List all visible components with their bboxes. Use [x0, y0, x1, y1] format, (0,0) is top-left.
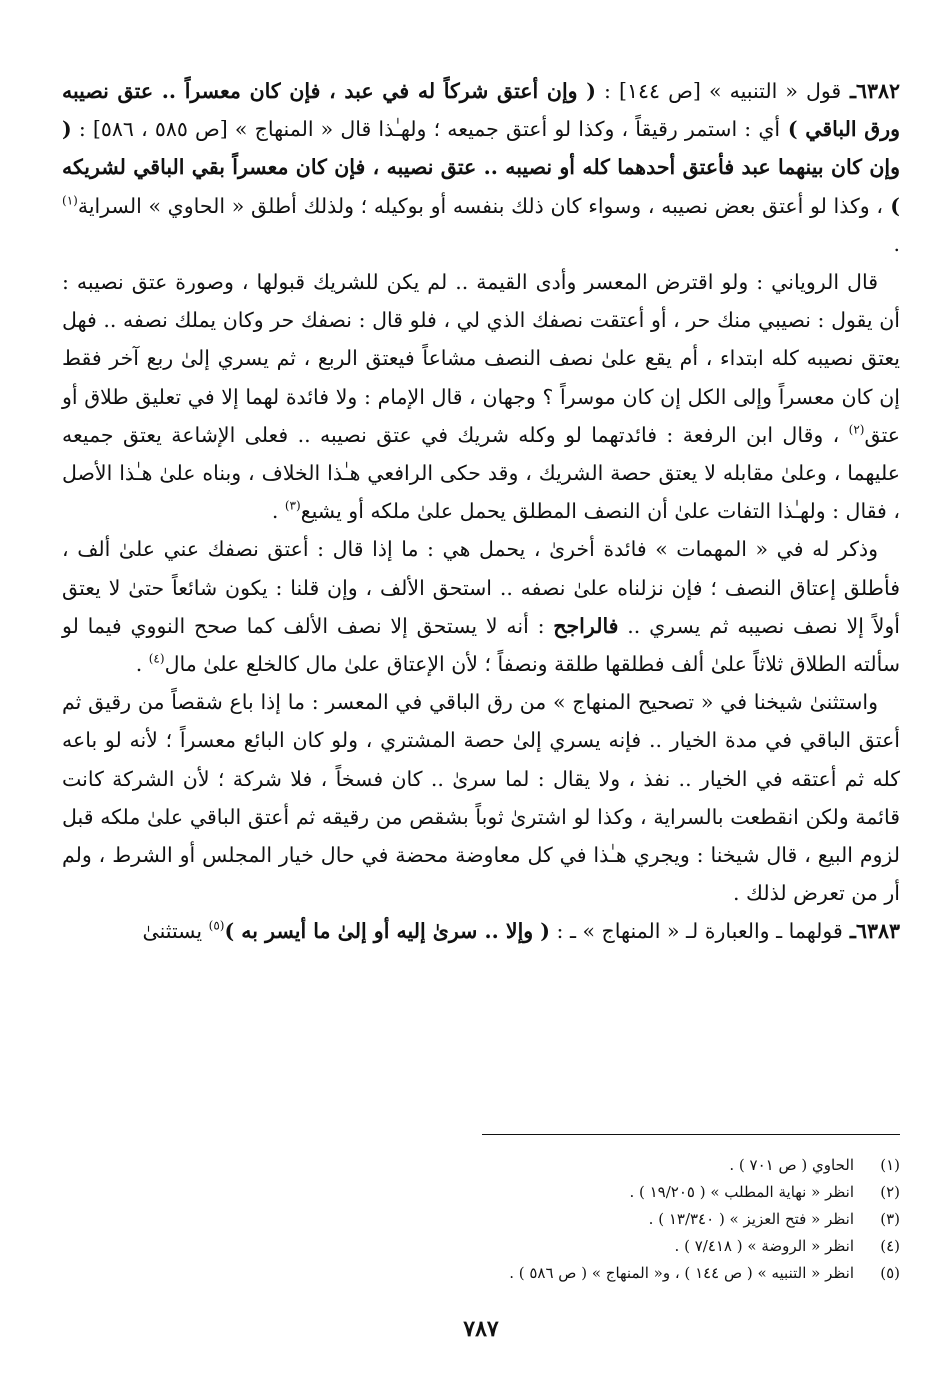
footnote-text: انظر « الروضة » ( ٧/٤١٨ ) . [674, 1237, 854, 1255]
text-segment: يستثنىٰ [142, 919, 209, 944]
footnote-text: الحاوي ( ص ٧٠١ ) . [729, 1156, 854, 1174]
text-segment: . [893, 231, 900, 256]
footnote-item [62, 1152, 900, 1179]
paragraph [62, 683, 900, 912]
footnote-reference: (٢) [848, 422, 865, 437]
footnote-item [62, 1179, 900, 1206]
text-segment: ، وكذا لو أعتق بعض نصيبه ، وسواء كان ذلك بنفسه أو بوكيله ؛ ولذلك أطلق « الحاوي » السراية [77, 193, 883, 218]
text-segment: قال الروياني : ولو اقترض المعسر وأدى القيمة .. لم يكن للشريك قبولها ، وصورة عتق نصيبه : أن يقول : نصيبي منك حر ، أو أعتقت نصفك الذي لي ، فلو قال : نصفك حر وكان يملك نصفه .. فهل يعتق نصيبه كله ابتداء ، أم يقع علىٰ نصف النصف مشاعاً فيعتق الربع ، ثم يسري إلىٰ ربع آخر فقط إن كان معسراً وإلى الكل إن كان موسراً ؟ وجهان ، قال الإمام : ولا فائدة لهما إلا في تعليق طلاق أو عتق [62, 270, 900, 447]
text-segment: . [271, 499, 285, 524]
text-segment: : أنه لا يستحق إلا نصف الألف كما صحح النووي فيما لو سألته الطلاق ثلاثاً علىٰ ألف فطلقها طلقة ونصفاً ؛ لأن الإعتاق علىٰ مال كالخلع علىٰ مال [62, 613, 900, 677]
footnote-number: (٤) [880, 1237, 900, 1255]
footnote-reference: (٤) [148, 651, 165, 666]
page-body [62, 72, 900, 1372]
paragraph [62, 72, 900, 263]
footnote-item [62, 1206, 900, 1233]
footnote-text: انظر « نهاية المطلب » ( ١٩/٢٠٥ ) . [629, 1183, 854, 1201]
text-segment: وذكر له في « المهمات » فائدة أخرىٰ ، يحمل هي : ما إذا قال : أعتق نصفك عني علىٰ ألف ، فأطلق إعتاق النصف ؛ فإن نزلناه علىٰ نصفه .. استحق الألف ، وإن قلنا : يكون شائعاً حتىٰ لا يعتق أولاً إلا نصف نصيبه ثم يسري .. [62, 537, 901, 638]
footnote-number: (٥) [880, 1264, 900, 1282]
footnote-reference: (١) [62, 193, 78, 208]
footnote-text: انظر « التنبيه » ( ص ١٤٤ ) ، و« المنهاج » ( ص ٥٨٦ ) . [509, 1264, 854, 1282]
footnote-number: (٢) [880, 1183, 900, 1201]
footnote-item [62, 1260, 900, 1287]
bold-text: فالراجح [553, 613, 619, 638]
footnote-item [62, 1233, 900, 1260]
footnote-separator [482, 1134, 900, 1135]
bold-text: ( وإن أعتق شركاً له في عبد ، فإن كان معسراً .. عتق نصيبه ورق الباقي ) [62, 79, 901, 142]
body-text [62, 72, 900, 951]
paragraph [62, 912, 900, 950]
paragraph [62, 530, 900, 683]
text-segment: واستثنىٰ شيخنا في « تصحيح المنهاج » من رق الباقي في المعسر : ما إذا باع شقصاً من رقيق ثم أعتق الباقي في مدة الخيار .. فإنه يسري إلىٰ حصة المشتري ، ولو كان البائع معسراً ؛ لأنه لو باعه كله ثم أعتقه في الخيار .. نفذ ، ولا يقال : لما سرىٰ .. كان فسخاً ، فلا شركة ؛ لأن الشركة كانت قائمة ولكن انقطعت بالسراية ، وكذا لو اشترىٰ ثوباً بشقص من رقيقه ثم أعتق الباقي علىٰ ملكه قبل لزوم البيع ، قال شيخنا : ويجري هـٰذا في كل معاوضة محضة في حال خيار المجلس أو الشرط ، ولم أر من تعرض لذلك . [62, 690, 900, 906]
footnotes [62, 1152, 900, 1287]
footnote-number: (١) [880, 1156, 900, 1174]
page-number: ٧٨٧ [463, 1316, 499, 1342]
text-segment: . [135, 652, 149, 677]
text-segment: قول « التنبيه » [ص ١٤٤] : [595, 79, 842, 103]
bold-text: ( وإلا .. سرىٰ إليه أو إلىٰ ما أيسر به ) [224, 919, 550, 944]
bold-text: ٦٣٨٢ـ [841, 79, 900, 103]
bold-text: ( وإن كان بينهما عبد فأعتق أحدهما كله أو نصيبه .. عتق نصيبه ، فإن كان معسراً بقي الباقي لشريكه ) [62, 117, 900, 218]
paragraph [62, 263, 900, 530]
footnote-reference: (٥) [208, 919, 225, 934]
text-segment: ، وقال ابن الرفعة : فائدتهما لو وكله شريك في عتق نصيبه .. فعلى الإشاعة يعتق جميعه عليهما ، وعلىٰ مقابله لا يعتق حصة الشريك ، وقد حكى الرافعي هـٰذا الخلاف ، وبناه علىٰ هـٰذا الأصل ، فقال : ولهـٰذا التفات علىٰ أن النصف المطلق يحمل علىٰ ملكه أو يشيع [62, 422, 900, 524]
text-segment: أي : استمر رقيقاً ، وكذا لو أعتق جميعه ؛ ولهـٰذا قال « المنهاج » [ص ٥٨٥ ، ٥٨٦] : [71, 117, 781, 142]
footnote-text: انظر « فتح العزيز » ( ١٣/٣٤٠ ) . [648, 1210, 854, 1228]
text-segment: قولهما ـ والعبارة لـ « المنهاج » ـ : [550, 919, 843, 944]
footnote-reference: (٣) [284, 498, 301, 513]
bold-text: ٦٣٨٣ـ [842, 919, 900, 944]
footnote-number: (٣) [880, 1210, 900, 1228]
